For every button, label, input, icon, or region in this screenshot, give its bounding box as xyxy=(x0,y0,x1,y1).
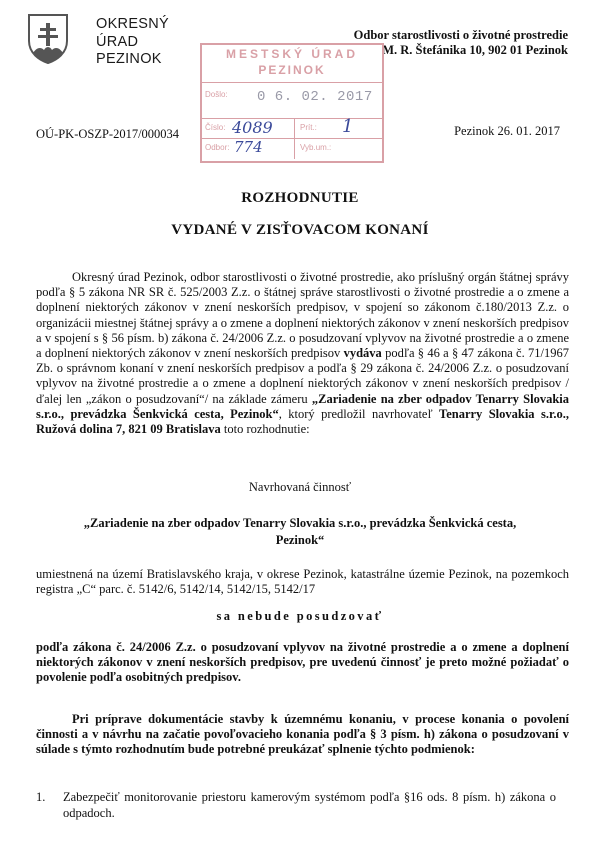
stamp-date: 0 6. 02. 2017 xyxy=(257,89,373,105)
stamp-row-dept xyxy=(202,138,382,158)
conditions-intro: Pri príprave dokumentácie stavby k územnému konaniu, v procese konania o povolení činnosti a v návrhu na začatie povoľovacieho konania podľa § 3 písm. h) zákona o posudzovaní v súlade s týmto rozhodnutím bude potrebné preukázať splnenie týchto podmienok: xyxy=(36,712,569,757)
department-name: Odbor starostlivosti o životné prostredie xyxy=(353,28,568,42)
stamp-separator xyxy=(294,139,295,159)
intro-text: Okresný úrad Pezinok, odbor starostlivosti o životné prostredie, ako príslušný orgán štátnej správy podľa § 5 zákona NR SR č. 525/2003 Z.z. o štátnej správe starostlivosti o životné prostredie a o zmene a doplnení niektorých zákonov v znení neskorších predpisov, v spojení so zákonom č.180/2013 Z.z. o organizácii miestnej štátnej správy a o zmene a doplnení niektorých zákonov v znení neskorších predpisov a v spojení s § 56 písm. b) zákona č. 24/2006 Z.z. o posudzovaní vplyvov na životné prostredie a o zmene a doplnení niektorých zákonov v znení neskorších predpisov xyxy=(36,270,569,361)
stamp-attachments-label: Prít.: xyxy=(300,123,317,132)
intro-text: toto rozhodnutie: xyxy=(220,422,310,437)
department-address xyxy=(354,28,568,58)
stamp-dept-label: Odbor: xyxy=(205,143,230,152)
office-name-line: ÚRAD xyxy=(96,33,139,50)
stamp-row-number xyxy=(202,118,382,138)
intro-bold-issues: vydáva xyxy=(343,346,382,361)
document-title: ROZHODNUTIE xyxy=(241,190,359,206)
document-subtitle: VYDANÉ V ZISŤOVACOM KONANÍ xyxy=(171,222,429,238)
intro-paragraph xyxy=(36,270,569,437)
project-title: „Zariadenie na zber odpadov Tenarry Slovakia s.r.o., prevádzka Šenkvická cesta, Pezinok“ xyxy=(83,516,517,547)
list-item-number: 1. xyxy=(36,790,46,804)
intro-bold-project: „Zariadenie na zber odpadov Tenarry Slovakia s.r.o., prevádzka Šenkvická cesta, Pezinok“ xyxy=(36,391,569,421)
department-street: M. R. Štefánika 10, 902 01 Pezinok xyxy=(382,43,568,57)
intro-text: , ktorý predložil navrhovateľ xyxy=(278,406,439,421)
stamp-attachments: 1 xyxy=(342,116,354,137)
verdict: sa nebude posudzovať xyxy=(216,609,384,623)
stamp-subtitle: PEZINOK xyxy=(258,63,326,77)
location-paragraph: umiestnená na území Bratislavského kraja, v okrese Pezinok, katastrálne územie Pezinok, na pozemkoch registra „C“ parc. č. 5142/6, 5142/14, 5142/15, 5142/17 xyxy=(36,567,569,597)
office-name xyxy=(96,16,169,69)
decision-paragraph: podľa zákona č. 24/2006 Z.z. o posudzovaní vplyvov na životné prostredie a o zmene a doplnení niektorých zákonov v znení neskorších predpisov, pre uvedenú činnosť je preto možné požiadať o povolenie podľa osobitných predpisov. xyxy=(36,640,569,685)
stamp-separator xyxy=(294,119,295,139)
office-name-line: OKRESNÝ xyxy=(96,16,170,32)
stamp-number-label: Číslo: xyxy=(205,123,226,132)
activity-label: Navrhovaná činnosť xyxy=(248,480,352,494)
coat-of-arms-logo xyxy=(27,13,69,65)
receipt-stamp xyxy=(200,43,384,163)
stamp-date-label: Došlo: xyxy=(205,90,228,99)
stamp-handler-label: Vyb.um.: xyxy=(300,143,332,152)
list-item-text: Zabezpečiť monitorovanie priestoru kamerovým systémom podľa §16 ods. 8 písm. h) zákona o odpadoch. xyxy=(63,790,556,820)
stamp-divider xyxy=(202,82,382,83)
stamp-row-date xyxy=(202,86,382,106)
intro-text: podľa § 46 a § 47 zákona č. 71/1967 Zb. o správnom konaní v znení neskorších predpisov a podľa § 29 zákona č. 24/2006 Z.z. o posudzovaní vplyvov na životné prostredie a o zmene a doplnení niektorých zákonov v znení neskorších predpisov /ďalej len „zákon o posudzovaní“/ na základe zámeru xyxy=(36,346,570,406)
stamp-dept: 774 xyxy=(234,138,263,156)
stamp-number: 4089 xyxy=(232,118,273,137)
intro-bold-applicant: Tenarry Slovakia s.r.o., Ružová dolina 7, 821 09 Bratislava xyxy=(36,406,570,437)
list-item xyxy=(36,790,556,821)
stamp-title: MESTSKÝ ÚRAD xyxy=(225,47,358,61)
reference-number: OÚ-PK-OSZP-2017/000034 xyxy=(36,127,180,141)
office-name-line: PEZINOK xyxy=(96,51,162,67)
place-date: Pezinok 26. 01. 2017 xyxy=(454,124,560,138)
